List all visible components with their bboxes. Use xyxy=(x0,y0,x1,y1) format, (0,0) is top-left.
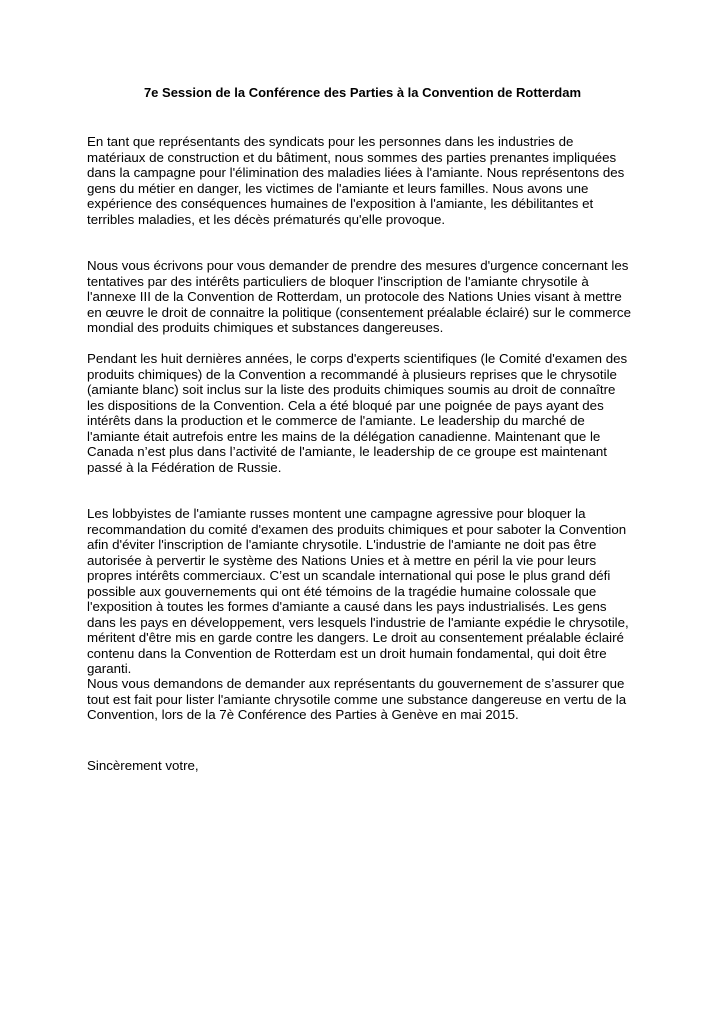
text-line: produits chimiques) de la Convention a recommandé à plusieurs reprises que le chrysotile xyxy=(87,366,617,382)
text-line: tentatives par des intérêts particuliers de bloquer l'inscription de l'amiante chrysotile à xyxy=(87,273,589,289)
text-line: en œuvre le droit de connaitre la politique (consentement préalable éclairé) sur le commerce xyxy=(87,304,631,320)
text-line: (amiante blanc) soit inclus sur la liste des produits chimiques soumis au droit de connaître xyxy=(87,382,616,397)
text-line: Nous vous demandons de demander aux représentants du gouvernement de s’assurer que xyxy=(87,676,625,691)
text-line: terribles maladies, et les décès prématurés qu'elle provoque. xyxy=(87,211,446,227)
text-line: expérience des conséquences humaines de l'exposition à l'amiante, les débilitantes et xyxy=(87,196,594,211)
text-line: garanti. xyxy=(87,661,132,676)
text-line: autorisée à pervertir le système des Nations Unies et à mettre en péril la vie pour leurs xyxy=(87,552,597,568)
document-title: 7e Session de la Conférence des Parties à la Convention de Rotterdam xyxy=(143,85,582,100)
text-line: tout est fait pour lister l'amiante chrysotile comme une substance dangereuse en vertu de la xyxy=(87,691,627,707)
text-line: Nous vous écrivons pour vous demander de prendre des mesures d'urgence concernant les xyxy=(87,258,629,273)
text-line: les dispositions de la Convention. Cela a été bloqué par une poignée de pays ayant des xyxy=(87,397,604,413)
text-line: intérêts dans la production et le commerce de l'amiante. Le leadership du marché de xyxy=(87,413,585,428)
text-line: Convention, lors de la 7è Conférence des Parties à Genève en mai 2015. xyxy=(87,707,519,722)
paragraph-request xyxy=(87,258,647,336)
text-line: possible aux gouvernements qui ont été témoins de la tragédie humaine colossale que xyxy=(87,583,597,599)
text-line: matériaux de construction et du bâtiment, nous sommes des parties prenantes impliquées xyxy=(87,149,617,165)
text-line: l'annexe III de la Convention de Rotterdam, un protocole des Nations Unies visant à mettre xyxy=(87,289,622,304)
text-line: propres intérêts commerciaux. C’est un scandale international qui pose le plus grand défi xyxy=(87,568,611,583)
text-line: Canada n’est plus dans l’activité de l'amiante, le leadership de ce groupe est maintenant xyxy=(87,444,607,459)
paragraph-demand xyxy=(87,676,647,723)
closing-text: Sincèrement votre, xyxy=(87,758,199,773)
text-line: Les lobbyistes de l'amiante russes montent une campagne agressive pour bloquer la xyxy=(87,506,586,521)
text-line: Pendant les huit dernières années, le corps d'experts scientifiques (le Comité d'examen des xyxy=(87,351,628,366)
text-line: contenu dans la Convention de Rotterdam est un droit humain fondamental, qui doit être xyxy=(87,645,607,661)
text-line: recommandation du comité d'examen des produits chimiques et pour saboter la Convention xyxy=(87,521,627,537)
text-line: l'amiante était autrefois entre les mains de la délégation canadienne. Maintenant que le xyxy=(87,428,601,444)
paragraph-lobbyists xyxy=(87,506,647,677)
text-line: mondial des produits chimiques et substances dangereuses. xyxy=(87,320,444,335)
paragraph-history xyxy=(87,351,647,475)
paragraph-intro xyxy=(87,134,647,227)
text-line: méritent d'être mis en garde contre les dangers. Le droit au consentement préalable éclairé xyxy=(87,630,624,645)
closing xyxy=(87,758,647,774)
text-line: dans la campagne pour l'élimination des maladies liées à l'amiante. Nous représentons des xyxy=(87,165,625,180)
text-line: afin d'éviter l'inscription de l'amiante chrysotile. L'industrie de l'amiante ne doit pas être xyxy=(87,537,597,552)
text-line: passé à la Fédération de Russie. xyxy=(87,459,282,475)
text-line: gens du métier en danger, les victimes de l'amiante et leurs familles. Nous avons une xyxy=(87,180,589,196)
text-line: dans les pays en développement, vers lesquels l'industrie de l'amiante expédie le chrysotile, xyxy=(87,614,629,630)
text-line: l'exposition à toutes les formes d'amiante a causé dans les pays industrialisés. Les gens xyxy=(87,599,607,614)
text-line: En tant que représentants des syndicats pour les personnes dans les industries de xyxy=(87,134,574,149)
